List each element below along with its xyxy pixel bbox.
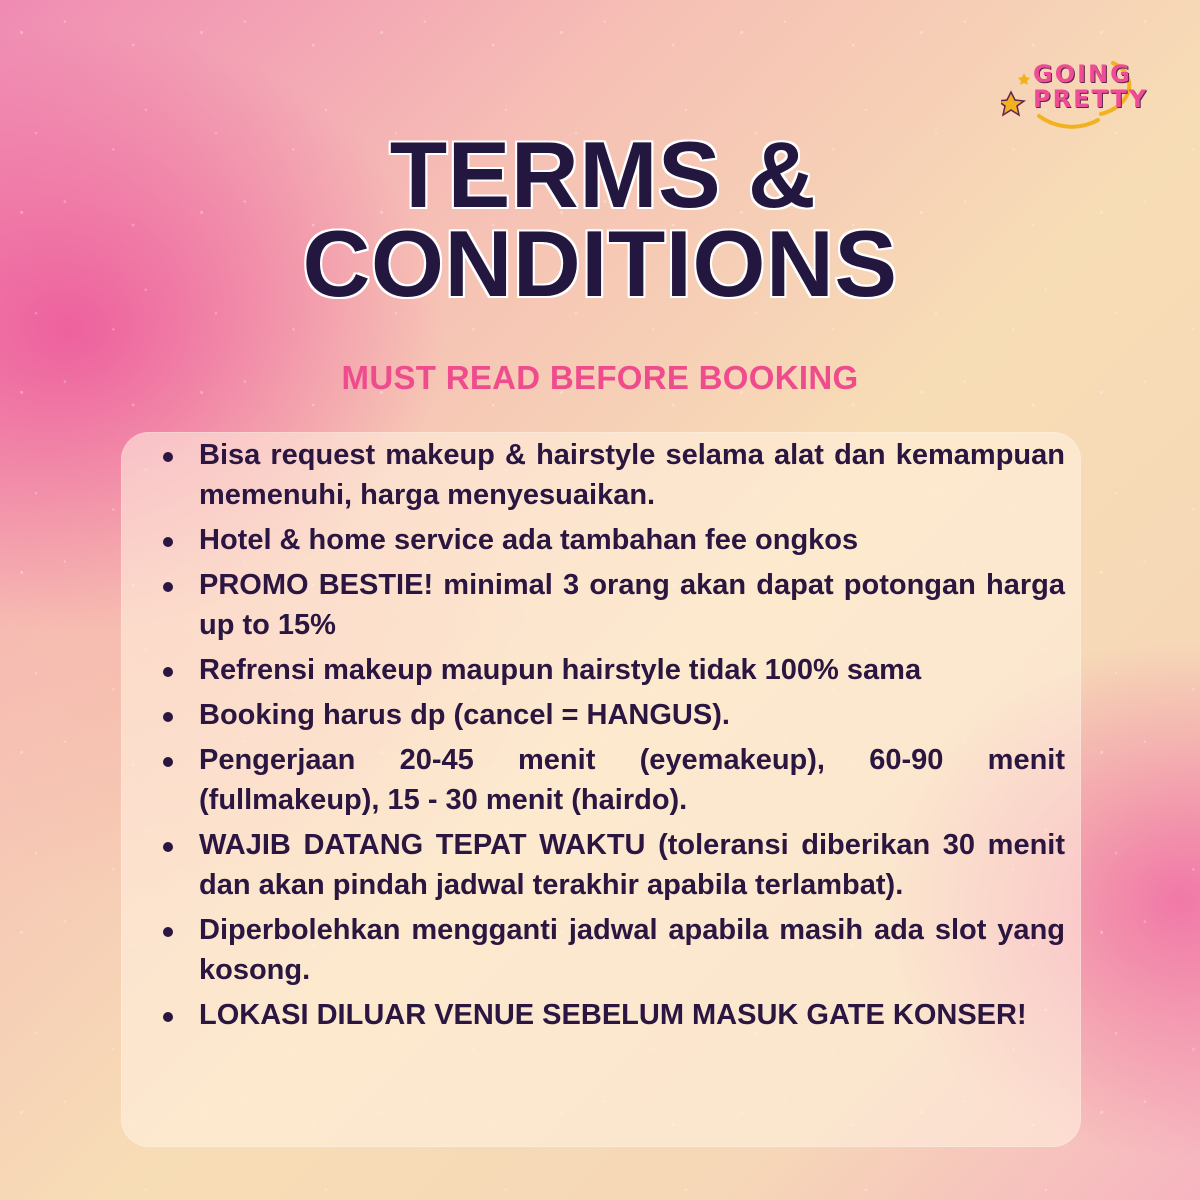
term-item-2: Hotel & home service ada tambahan fee ongkos [163,520,1065,560]
term-item-4: Refrensi makeup maupun hairstyle tidak 100% sama [163,650,1065,690]
terms-list [163,435,1065,1040]
brand-name-line-1: GOING [1033,60,1132,88]
term-item-7: WAJIB DATANG TEPAT WAKTU (toleransi diberikan 30 menit dan akan pindah jadwal terakhir apabila terlambat). [163,825,1065,905]
term-item-1: Bisa request makeup & hairstyle selama alat dan kemampuan memenuhi, harga menyesuaikan. [163,435,1065,515]
brand-logo [1001,57,1157,129]
term-item-6: Pengerjaan 20-45 menit (eyemakeup), 60-90 menit (fullmakeup), 15 - 30 menit (hairdo). [163,740,1065,820]
title-line-1: TERMS & [389,122,817,227]
term-item-5: Booking harus dp (cancel = HANGUS). [163,695,1065,735]
term-item-8: Diperbolehkan mengganti jadwal apabila masih ada slot yang kosong. [163,910,1065,990]
term-item-3: PROMO BESTIE! minimal 3 orang akan dapat potongan harga up to 15% [163,565,1065,645]
terms-card [121,432,1081,1147]
booking-subtitle: MUST READ BEFORE BOOKING [341,359,859,396]
term-item-9: LOKASI DILUAR VENUE SEBELUM MASUK GATE KONSER! [163,995,1065,1035]
brand-name-line-2: PRETTY [1033,85,1149,113]
page-title [0,122,1200,317]
title-line-2: CONDITIONS [302,211,898,317]
